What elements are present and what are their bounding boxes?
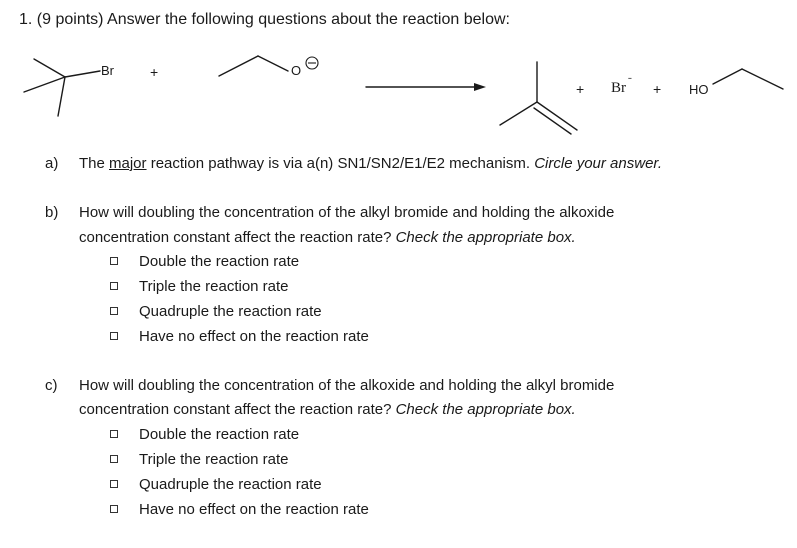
reaction-scheme xyxy=(0,0,797,160)
product-double-bond xyxy=(534,108,571,134)
reaction-arrow-head xyxy=(474,83,486,91)
part-b-option: Quadruple the reaction rate xyxy=(139,303,322,320)
part-a-question xyxy=(79,155,662,172)
reactant-bond xyxy=(58,77,65,116)
reactant-bond xyxy=(24,77,65,92)
part-b-line2 xyxy=(79,229,576,246)
product-br-charge: ˉ xyxy=(628,75,632,89)
plus-sign: + xyxy=(576,81,585,97)
part-c-line2 xyxy=(79,401,576,418)
part-b-line1: How will doubling the concentration of the alkyl bromide and holding the alkoxide xyxy=(79,204,615,221)
part-b-instruction: Check the appropriate box. xyxy=(395,229,576,246)
part-b-checkbox[interactable] xyxy=(110,282,118,290)
part-c-letter: c) xyxy=(45,377,58,394)
part-b-letter: b) xyxy=(45,204,59,221)
part-c-option: Have no effect on the reaction rate xyxy=(139,501,369,518)
part-b-text: concentration constant affect the reaction rate? xyxy=(79,229,396,246)
part-a-text: reaction pathway is via a(n) SN1/SN2/E1/E2 mechanism. xyxy=(146,155,535,172)
part-c-text: concentration constant affect the reaction rate? xyxy=(79,401,396,418)
product-ho-label: HO xyxy=(689,82,709,97)
question-title: 1. (9 points) Answer the following questions about the reaction below: xyxy=(19,11,510,28)
part-b-checkbox[interactable] xyxy=(110,307,118,315)
part-c-checkbox[interactable] xyxy=(110,480,118,488)
product-double-bond xyxy=(537,102,577,130)
ethanol-bond xyxy=(742,69,783,89)
alkoxide-o-label: O xyxy=(291,63,302,78)
part-c-checkbox[interactable] xyxy=(110,455,118,463)
part-b-option: Double the reaction rate xyxy=(139,253,300,270)
part-a-major: major xyxy=(109,155,147,172)
part-b-checkbox[interactable] xyxy=(110,332,118,340)
part-a-letter: a) xyxy=(45,155,59,172)
plus-sign: + xyxy=(150,64,159,80)
alkoxide-bond xyxy=(219,56,258,76)
product-bond xyxy=(500,102,537,125)
reactant-bond xyxy=(34,59,65,77)
reactant-br-label: Br xyxy=(101,63,114,78)
part-c-checkbox[interactable] xyxy=(110,505,118,513)
part-c-instruction: Check the appropriate box. xyxy=(395,401,576,418)
part-b-option: Have no effect on the reaction rate xyxy=(139,328,369,345)
part-c-option: Quadruple the reaction rate xyxy=(139,476,322,493)
ethanol-bond xyxy=(713,69,742,84)
part-c-checkbox[interactable] xyxy=(110,430,118,438)
product-br-label: Br xyxy=(611,80,626,96)
part-c-option: Triple the reaction rate xyxy=(139,451,289,468)
part-c-line1: How will doubling the concentration of the alkoxide and holding the alkyl bromide xyxy=(79,377,615,394)
part-a-text: The xyxy=(79,155,110,172)
alkoxide-bond xyxy=(258,56,288,71)
part-a-instruction: Circle your answer. xyxy=(534,155,663,172)
reactant-bond xyxy=(65,71,100,77)
part-b-checkbox[interactable] xyxy=(110,257,118,265)
part-c-option: Double the reaction rate xyxy=(139,426,300,443)
plus-sign: + xyxy=(653,81,662,97)
part-b-option: Triple the reaction rate xyxy=(139,278,289,295)
